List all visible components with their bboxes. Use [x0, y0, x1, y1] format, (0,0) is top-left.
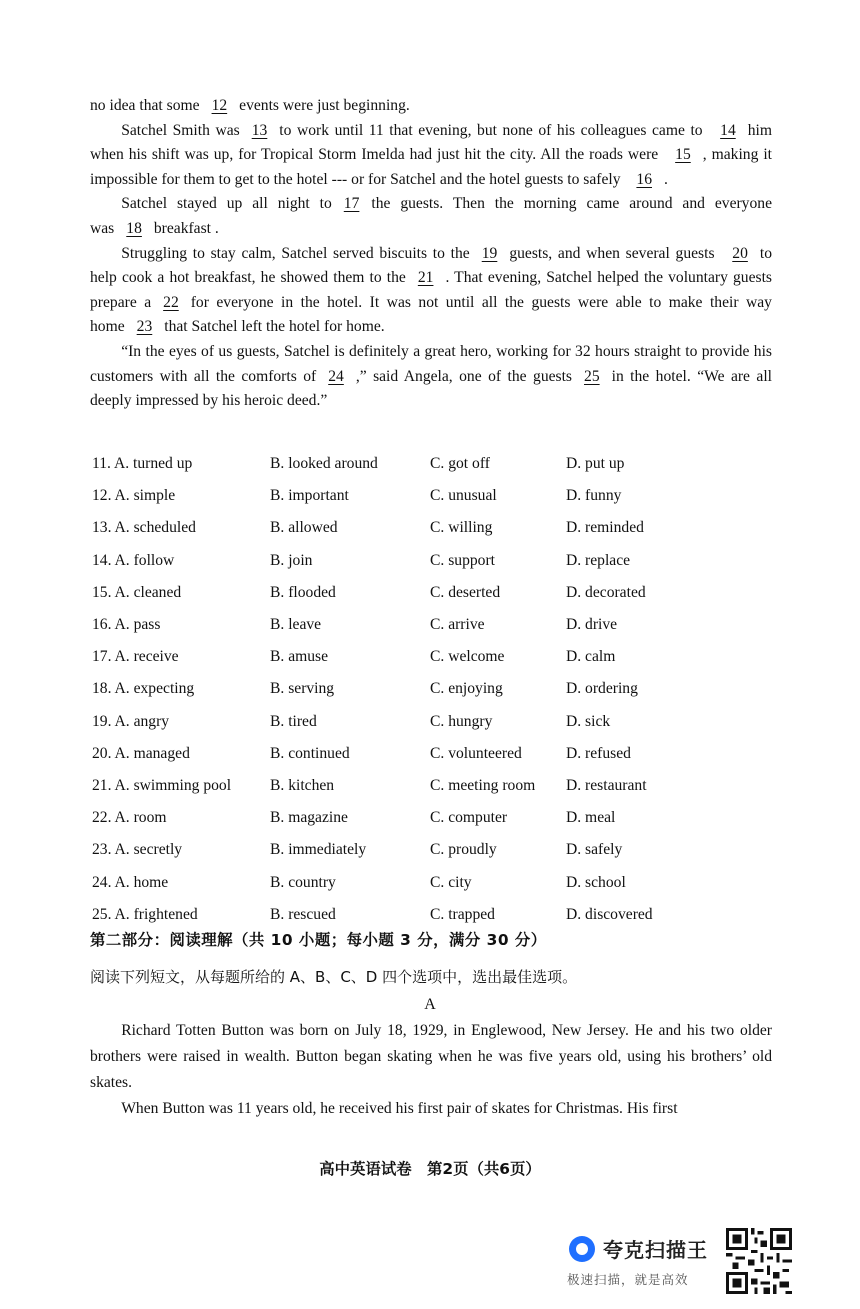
option-row-25: [92, 899, 772, 931]
option: D. discovered: [566, 905, 653, 923]
option: C. unusual: [430, 487, 497, 505]
option: 24. A. home: [92, 873, 169, 891]
option: B. continued: [270, 744, 350, 762]
blank-18: 18: [126, 219, 142, 237]
option: C. proudly: [430, 841, 497, 859]
section-title: 第二部分：阅读理解（共 10 小题；每小题 3 分，满分 30 分）: [90, 931, 547, 949]
option: D. calm: [566, 648, 616, 666]
option: D. funny: [566, 487, 622, 505]
option: B. flooded: [270, 583, 336, 601]
option: D. refused: [566, 744, 631, 762]
blank-17: 17: [343, 195, 360, 213]
option: C. arrive: [430, 616, 485, 634]
option: B. leave: [270, 616, 322, 634]
option: D. decorated: [566, 583, 646, 601]
option: 16. A. pass: [92, 616, 161, 634]
option: D. reminded: [566, 519, 644, 537]
option: C. welcome: [430, 648, 505, 666]
option: C. city: [430, 873, 472, 891]
option: C. deserted: [430, 583, 501, 601]
blank-13: 13: [251, 121, 268, 139]
quark-logo-icon: [569, 1236, 595, 1262]
option: D. put up: [566, 455, 625, 473]
option: 19. A. angry: [92, 712, 170, 730]
option-row-22: [92, 802, 772, 834]
option: C. enjoying: [430, 680, 503, 698]
option: 14. A. follow: [92, 551, 175, 569]
cloze-paragraph-5: “In the eyes of us guests, Satchel is definitely a great hero, working for 32 hours straight to provide his customers with all the comforts of 24 ,” said Angela, one of the guests 25 in the hotel. “We are all deeply impressed by his heroic deed.”: [90, 342, 773, 410]
option-row-12: [92, 480, 772, 512]
option-row-19: [92, 706, 772, 738]
blank-23: 23: [136, 318, 153, 336]
option: D. replace: [566, 551, 631, 569]
option: 11. A. turned up: [92, 455, 193, 473]
option: D. safely: [566, 841, 623, 859]
option: C. computer: [430, 809, 508, 827]
option: B. important: [270, 487, 349, 505]
option: C. trapped: [430, 905, 495, 923]
option: B. looked around: [270, 455, 378, 473]
option: B. country: [270, 873, 336, 891]
option: D. restaurant: [566, 776, 647, 794]
option-row-17: [92, 641, 772, 673]
option: 25. A. frightened: [92, 905, 198, 923]
blank-12: 12: [211, 97, 228, 114]
option: 22. A. room: [92, 809, 167, 827]
blank-21: 21: [417, 269, 434, 287]
scanner-watermark: [565, 1228, 805, 1298]
blank-20: 20: [732, 244, 748, 262]
option-row-21: [92, 770, 772, 802]
blank-16: 16: [636, 170, 652, 188]
option-row-23: [92, 834, 772, 866]
option: C. volunteered: [430, 744, 522, 762]
option: C. got off: [430, 455, 490, 473]
passage-paragraph-2: When Button was 11 years old, he received his first pair of skates for Christmas. His first: [121, 1100, 678, 1117]
scanner-slogan: 极速扫描，就是高效: [567, 1272, 689, 1287]
option-row-15: [92, 577, 772, 609]
option: 20. A. managed: [92, 744, 190, 762]
option: D. sick: [566, 712, 611, 730]
scanner-brand: 夸克扫描王: [603, 1238, 708, 1262]
cloze-paragraph-2: Satchel Smith was 13 to work until 11 that evening, but none of his colleagues came to 14 him when his shift was up, for Tropical Storm Imelda had just hit the city. All the roads were 15 , making it impossible for them to get to the hotel --- or for Satchel and the hotel guests to safely 16 .: [90, 121, 772, 188]
option-row-18: [92, 673, 772, 705]
blank-15: 15: [675, 146, 691, 164]
passage-paragraph-1: Richard Totten Button was born on July 18, 1929, in Englewood, New Jersey. He and his two older brothers were raised in wealth. Button began skating when he was five years old, using his brothers’ old skates.: [90, 1022, 772, 1091]
option-row-20: [92, 738, 772, 770]
option: C. hungry: [430, 712, 493, 730]
option: 18. A. expecting: [92, 680, 195, 698]
option: B. rescued: [270, 905, 336, 923]
option-row-16: [92, 609, 772, 641]
blank-14: 14: [720, 121, 736, 139]
option: B. serving: [270, 680, 335, 698]
option: B. magazine: [270, 809, 348, 827]
option: C. meeting room: [430, 776, 536, 794]
option: C. willing: [430, 519, 493, 537]
option-row-11: [92, 448, 772, 480]
answer-options: [92, 448, 772, 931]
option-row-14: [92, 545, 772, 577]
cloze-passage: [90, 94, 772, 414]
page-footer: 高中英语试卷 第2页（共6页）: [319, 1160, 541, 1178]
option: B. tired: [270, 712, 317, 730]
option: 17. A. receive: [92, 648, 179, 666]
option: D. meal: [566, 809, 616, 827]
option: B. allowed: [270, 519, 338, 537]
blank-25: 25: [584, 367, 600, 385]
option: B. immediately: [270, 841, 367, 859]
cloze-paragraph-3: Satchel stayed up all night to 17 the guests. Then the morning came around and everyone was 18 breakfast .: [90, 195, 772, 237]
option: 12. A. simple: [92, 487, 176, 505]
option-row-24: [92, 866, 772, 898]
blank-24: 24: [328, 367, 344, 385]
option: 23. A. secretly: [92, 841, 183, 859]
cloze-paragraph-1: no idea that some 12 events were just beginning.: [90, 97, 410, 114]
option-row-13: [92, 512, 772, 544]
option: B. join: [270, 551, 313, 569]
blank-19: 19: [481, 244, 498, 262]
blank-22: 22: [163, 293, 179, 311]
option: D. drive: [566, 616, 618, 634]
option: 13. A. scheduled: [92, 519, 196, 537]
option: D. ordering: [566, 680, 638, 698]
option: B. amuse: [270, 648, 329, 666]
option: B. kitchen: [270, 776, 335, 794]
option: 15. A. cleaned: [92, 583, 182, 601]
reading-passage-a: [90, 1018, 772, 1122]
option: D. school: [566, 873, 626, 891]
passage-label: A: [424, 996, 436, 1013]
cloze-paragraph-4: Struggling to stay calm, Satchel served biscuits to the 19 guests, and when several guests 20 to help cook a hot breakfast, he showed them to the 21 . That evening, Satchel helped the voluntary guests prepare a 22 for everyone in the hotel. It was not until all the guests were able to make their way home 23 that Satchel left the hotel for home.: [90, 244, 772, 336]
option: 21. A. swimming pool: [92, 776, 232, 794]
qr-code-icon: [726, 1228, 792, 1294]
section-instruction: 阅读下列短文，从每题所给的 A、B、C、D 四个选项中，选出最佳选项。: [90, 968, 578, 986]
option: C. support: [430, 551, 495, 569]
